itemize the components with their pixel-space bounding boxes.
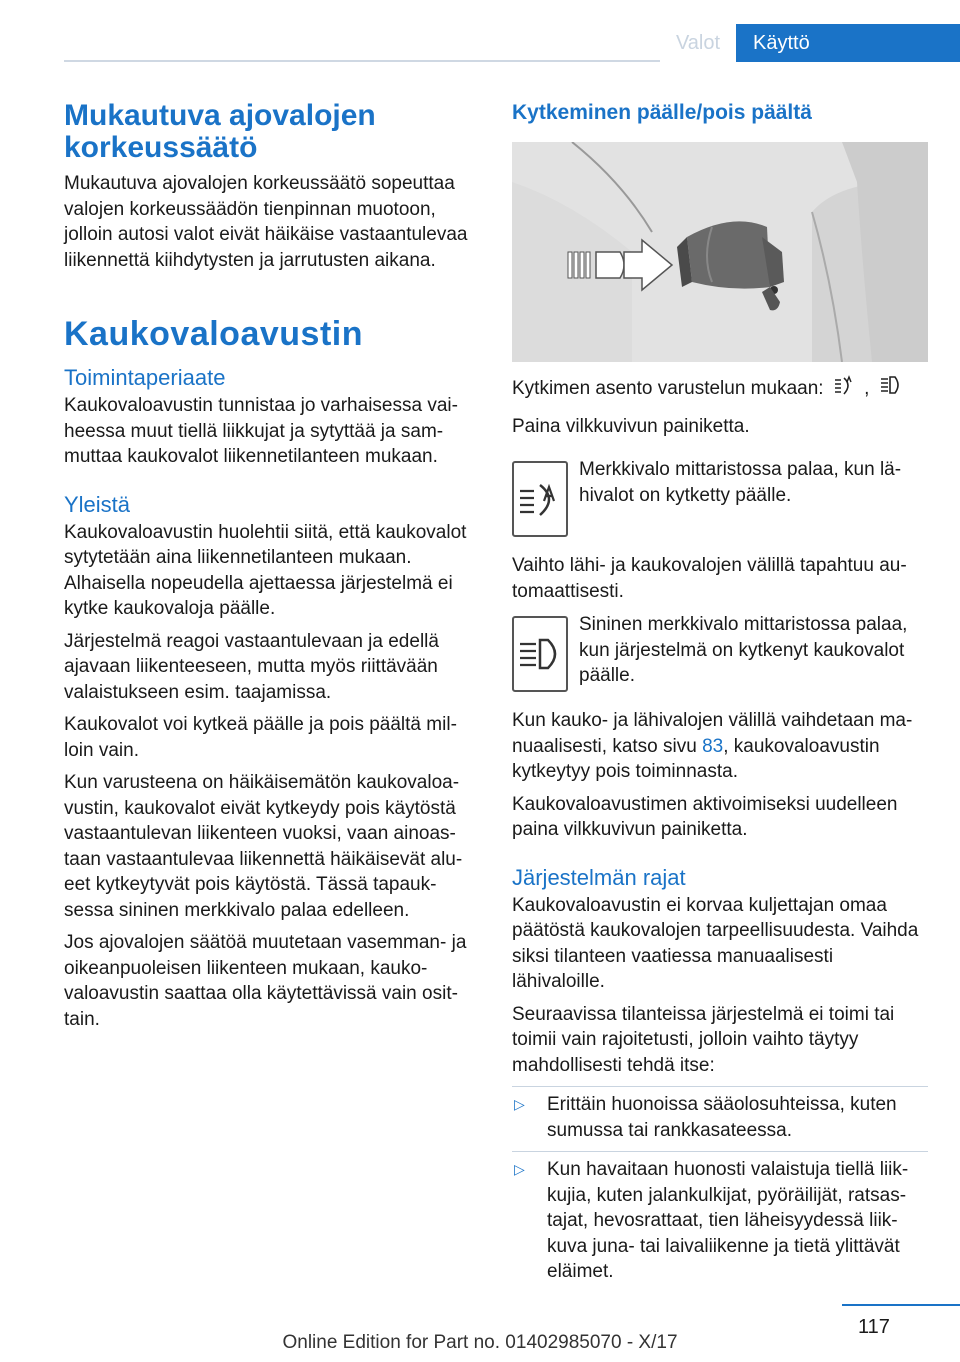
edition-footer: Online Edition for Part no. 01402985070 - X/17 xyxy=(282,1332,678,1353)
paragraph: Kaukovaloavustimen aktivoimiseksi uudelleen paina vilkkuvivun painiketta. xyxy=(512,793,898,840)
caption-text: Kytkimen asento varustelun mukaan: xyxy=(512,377,824,399)
paragraph: Järjestelmä reagoi vastaantulevaan ja edellä ajavaan liikenteeseen, mutta myös riittävään valaistukseen esim. taajamissa. xyxy=(64,630,439,703)
paragraph: Kaukovaloavustin huolehtii siitä, että kaukovalot sytytetään aina liikennetilanteen mukaan. Alhaisella nopeudella ajettaessa järjestelmä ei kytke kaukovaloja päälle. xyxy=(64,521,467,619)
list-item-text: Kun havaitaan huonosti valaistuja tiellä liikkujia, kuten jalankulkijat, pyöräilijät, ratsastajat, hevosrattaat, tien läheisyydessä liikkuva juna- tai laivaliikenne ja tietä ylittävät eläimet. xyxy=(547,1159,909,1282)
header-chapter-tab[interactable]: Käyttö xyxy=(736,24,960,62)
indicator-note-row xyxy=(512,612,928,692)
turn-signal-lever-illustration xyxy=(512,142,928,362)
list-divider xyxy=(512,1151,928,1152)
high-beam-assistant-icon xyxy=(833,374,855,404)
list-item-text: Erittäin huonoissa sääolosuhteissa, kuten sumussa tai rankkasateessa. xyxy=(547,1094,897,1141)
indicator-note-row xyxy=(512,457,928,537)
caption-separator: , xyxy=(864,377,870,399)
limitations-list xyxy=(512,1092,928,1285)
subsection-title-general: Yleistä xyxy=(64,491,131,517)
left-column xyxy=(64,100,478,1032)
paragraph: Vaihto lähi- ja kaukovalojen välillä tapahtuu automaattisesti. xyxy=(512,555,907,602)
paragraph: Kaukovalot voi kytkeä päälle ja pois päältä milloin vain. xyxy=(64,714,457,761)
paragraph: Kun varusteena on häikäisemätön kaukovaloavustin, kaukovalot eivät kytkeydy pois käytöstä vastaantulevan liikenteen vuoksi, vaan ainoastaan vastaantulevaa liikennettä häikäisevät alueet kytkeytyvät pois käytöstä. Tässä tapauksessa sininen merkkivalo palaa edelleen. xyxy=(64,772,463,921)
paragraph: Mukautuva ajovalojen korkeussäätö sopeuttaa valojen korkeussäädön tienpinnan muotoon, jolloin autosi valot eivät häikäise vastaantulevaa liikennettä kiihdytysten ja jarrutusten aikana. xyxy=(64,173,468,271)
paragraph: Kaukovaloavustin tunnistaa jo varhaisessa vaiheessa muut tiellä liikkujat ja sytyttää ja sammuttaa kaukovalot liikennetilanteen mukaan. xyxy=(64,395,458,467)
figure-caption xyxy=(512,374,928,404)
section-title-headlight-range: Mukautuva ajovalojen korkeussäätö xyxy=(64,99,376,164)
paragraph: Jos ajovalojen säätöä muutetaan vasemman- ja oikeanpuoleisen liikenteen mukaan, kaukovaloavustin saattaa olla käytettävissä vain osittain. xyxy=(64,932,467,1030)
text-segment: , kaukovaloavustin kytkeytyy pois toiminnasta. xyxy=(512,735,880,782)
right-column xyxy=(512,100,928,1293)
paragraph: Kaukovaloavustin ei korvaa kuljettajan omaa päätöstä kaukovalojen tarpeellisuudesta. Vaihda siksi tilanteen vaatiessa manuaalisesti lähivaloille. xyxy=(512,894,919,992)
paragraph-with-link xyxy=(512,708,928,785)
subsection-title-principle: Toimintaperiaate xyxy=(64,365,226,390)
page-reference-link[interactable]: 83 xyxy=(702,735,724,757)
text-segment: Kun kauko- ja lähivalojen välillä vaihdetaan manuaalisesti, katso sivu xyxy=(512,710,913,757)
section-title-switch-on-off: Kytkeminen päälle/pois päältä xyxy=(512,101,812,124)
page-number: 117 xyxy=(858,1316,890,1338)
paragraph: Paina vilkkuvivun painiketta. xyxy=(512,415,750,437)
list-divider xyxy=(512,1086,928,1087)
high-beam-indicator-icon xyxy=(512,616,568,692)
paragraph: Seuraavissa tilanteissa järjestelmä ei toimi tai toimii vain rajoitetusti, jolloin vaihto täytyy mahdollisesti tehdä itse: xyxy=(512,1003,895,1076)
indicator-note-text: Merkkivalo mittaristossa palaa, kun lähivalot on kytketty päälle. xyxy=(579,459,902,506)
list-item xyxy=(512,1157,928,1285)
section-title-high-beam-assistant: Kaukovaloavustin xyxy=(64,315,363,353)
triangle-bullet-icon: ▷ xyxy=(514,1096,525,1112)
list-item xyxy=(512,1092,928,1143)
high-beam-icon xyxy=(879,374,903,404)
subsection-title-system-limits: Järjestelmän rajat xyxy=(512,864,686,890)
high-beam-assistant-indicator-icon xyxy=(512,461,568,537)
header-section-tab[interactable]: Valot xyxy=(660,24,736,62)
indicator-note-text: Sininen merkkivalo mittaristossa palaa, kun järjestelmä on kytkenyt kaukovalot päälle. xyxy=(579,614,908,686)
footer-rule xyxy=(842,1304,960,1306)
triangle-bullet-icon: ▷ xyxy=(514,1161,525,1177)
